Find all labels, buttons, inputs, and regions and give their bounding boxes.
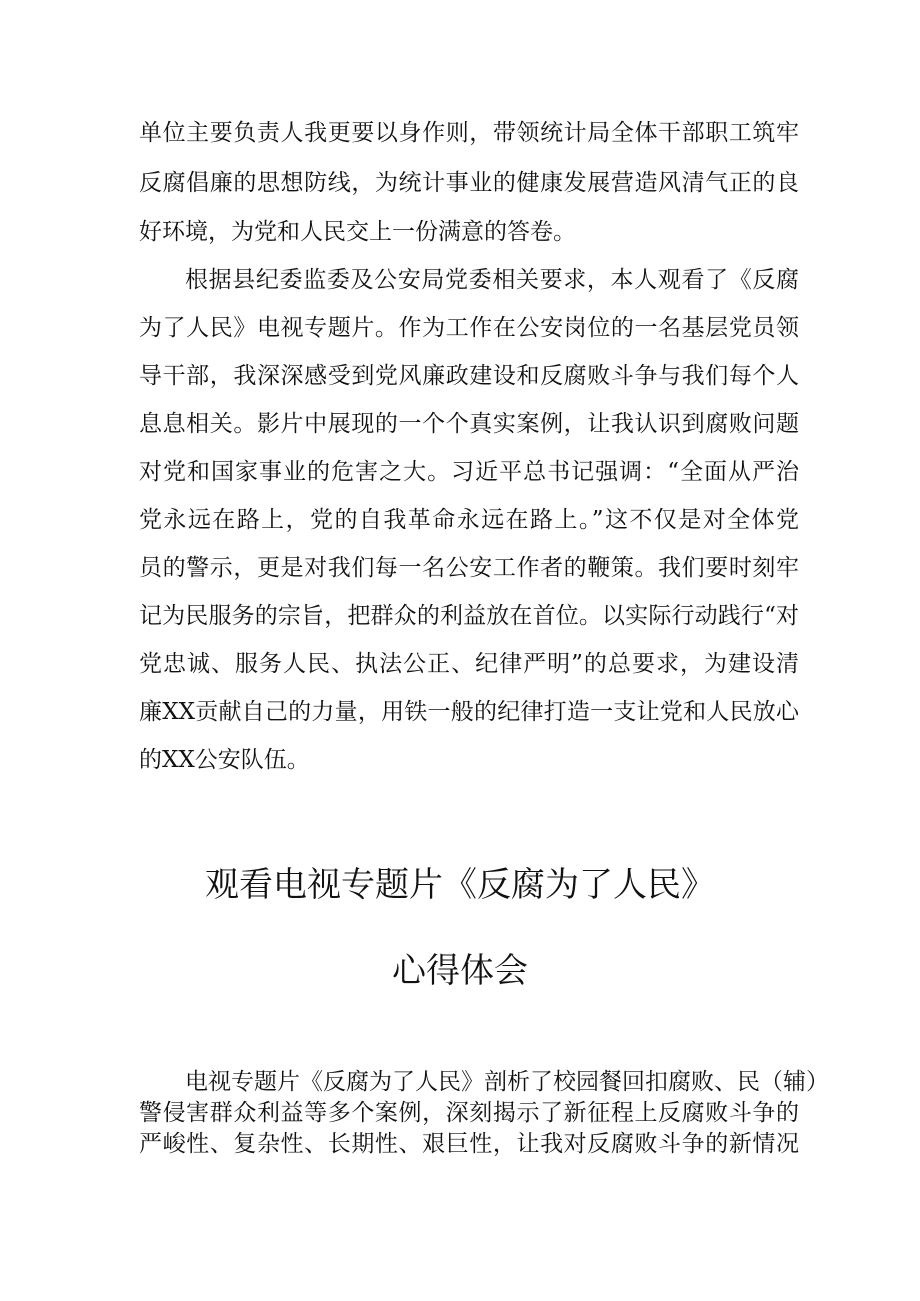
document-title: 观看电视专题片《反腐为了人民》	[205, 865, 715, 905]
text-line: 警侵害群众利益等多个案例，深刻揭示了新征程上反腐败斗争的	[139, 1100, 799, 1126]
text-line: 廉XX贡献自己的力量，用铁一般的纪律打造一支让党和人民放心	[139, 699, 799, 725]
text-line: 电视专题片《反腐为了人民》剖析了校园餐回扣腐败、民（辅）	[185, 1069, 829, 1095]
text-line: 对党和国家事业的危害之大。习近平总书记强调：“全面从严治	[139, 459, 799, 485]
text-line: 反腐倡廉的思想防线，为统计事业的健康发展营造风清气正的良	[139, 170, 799, 196]
text-line: 单位主要负责人我更要以身作则，带领统计局全体干部职工筑牢	[139, 120, 799, 146]
text-line: 党永远在路上，党的自我革命永远在路上。”这不仅是对全体党	[139, 507, 799, 533]
document-subtitle: 心得体会	[392, 951, 528, 991]
text-line: 员的警示，更是对我们每一名公安工作者的鞭策。我们要时刻牢	[139, 555, 799, 581]
text-line: 的XX公安队伍。	[139, 747, 310, 773]
text-line: 记为民服务的宗旨，把群众的利益放在首位。以实际行动践行“对	[139, 603, 799, 629]
text-line: 息息相关。影片中展现的一个个真实案例，让我认识到腐败问题	[139, 411, 799, 437]
text-line: 为了人民》电视专题片。作为工作在公安岗位的一名基层党员领	[139, 315, 799, 341]
text-line: 党忠诚、服务人民、执法公正、纪律严明”的总要求，为建设清	[139, 651, 799, 677]
text-line: 导干部，我深深感受到党风廉政建设和反腐败斗争与我们每个人	[139, 363, 799, 389]
text-line: 根据县纪委监委及公安局党委相关要求，本人观看了《反腐	[185, 267, 799, 293]
text-line: 严峻性、复杂性、长期性、艰巨性，让我对反腐败斗争的新情况	[139, 1131, 799, 1157]
text-line: 好环境，为党和人民交上一份满意的答卷。	[139, 219, 576, 245]
